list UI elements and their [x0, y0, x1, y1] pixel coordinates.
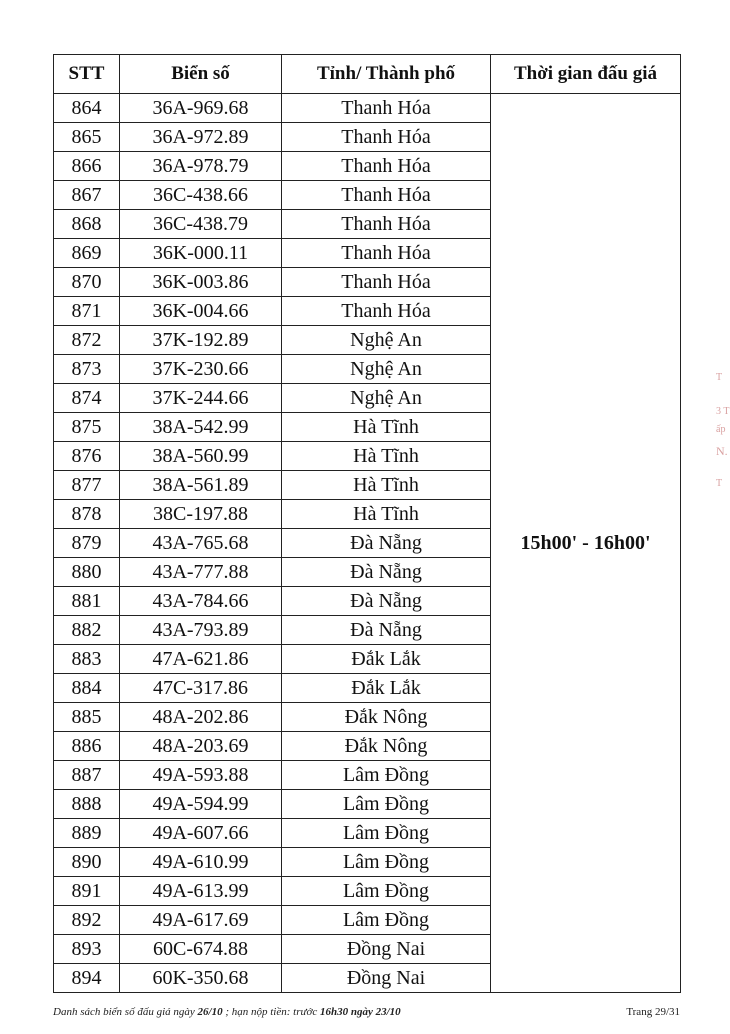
table-row: [54, 94, 681, 123]
cell-stt: 868: [54, 210, 120, 239]
page-number: Trang 29/31: [626, 1006, 680, 1018]
footer-caption: [53, 1006, 401, 1018]
stamp-fragment: T: [716, 478, 723, 489]
cell-plate: 38A-560.99: [120, 442, 282, 471]
cell-stt: 893: [54, 935, 120, 964]
cell-stt: 887: [54, 761, 120, 790]
cell-province: Thanh Hóa: [282, 94, 491, 123]
cell-plate: 36K-004.66: [120, 297, 282, 326]
cell-province: Thanh Hóa: [282, 210, 491, 239]
page-footer: [53, 1006, 680, 1018]
cell-plate: 37K-230.66: [120, 355, 282, 384]
cell-stt: 882: [54, 616, 120, 645]
cell-province: Thanh Hóa: [282, 152, 491, 181]
footer-text-prefix: Danh sách biển số đấu giá ngày: [53, 1006, 198, 1018]
cell-plate: 49A-594.99: [120, 790, 282, 819]
cell-province: Đồng Nai: [282, 964, 491, 993]
cell-stt: 875: [54, 413, 120, 442]
cell-plate: 38C-197.88: [120, 500, 282, 529]
cell-plate: 37K-192.89: [120, 326, 282, 355]
cell-province: Thanh Hóa: [282, 181, 491, 210]
cell-province: Thanh Hóa: [282, 123, 491, 152]
cell-province: Lâm Đồng: [282, 877, 491, 906]
header-time: Thời gian đấu giá: [491, 55, 681, 94]
cell-plate: 36C-438.79: [120, 210, 282, 239]
cell-plate: 36C-438.66: [120, 181, 282, 210]
cell-stt: 888: [54, 790, 120, 819]
cell-province: Hà Tĩnh: [282, 442, 491, 471]
cell-plate: 36A-978.79: [120, 152, 282, 181]
plates-table: [53, 54, 681, 993]
cell-province: Lâm Đồng: [282, 761, 491, 790]
cell-stt: 889: [54, 819, 120, 848]
cell-stt: 867: [54, 181, 120, 210]
cell-plate: 60C-674.88: [120, 935, 282, 964]
cell-plate: 36A-972.89: [120, 123, 282, 152]
cell-plate: 60K-350.68: [120, 964, 282, 993]
cell-stt: 880: [54, 558, 120, 587]
stamp-fragment: N.: [716, 444, 728, 458]
cell-stt: 894: [54, 964, 120, 993]
table-body: [54, 94, 681, 993]
cell-time-slot: 15h00' - 16h00': [491, 94, 681, 993]
cell-stt: 872: [54, 326, 120, 355]
cell-stt: 877: [54, 471, 120, 500]
cell-province: Đà Nẵng: [282, 587, 491, 616]
cell-province: Lâm Đồng: [282, 848, 491, 877]
cell-plate: 49A-607.66: [120, 819, 282, 848]
cell-province: Nghệ An: [282, 326, 491, 355]
cell-province: Lâm Đồng: [282, 906, 491, 935]
header-stt: STT: [54, 55, 120, 94]
cell-stt: 884: [54, 674, 120, 703]
cell-stt: 866: [54, 152, 120, 181]
cell-plate: 37K-244.66: [120, 384, 282, 413]
cell-province: Thanh Hóa: [282, 268, 491, 297]
cell-province: Hà Tĩnh: [282, 413, 491, 442]
cell-province: Nghệ An: [282, 355, 491, 384]
cell-stt: 885: [54, 703, 120, 732]
header-province: Tỉnh/ Thành phố: [282, 55, 491, 94]
cell-plate: 49A-617.69: [120, 906, 282, 935]
cell-stt: 891: [54, 877, 120, 906]
cell-plate: 48A-202.86: [120, 703, 282, 732]
cell-province: Đắk Nông: [282, 732, 491, 761]
cell-plate: 43A-784.66: [120, 587, 282, 616]
cell-stt: 878: [54, 500, 120, 529]
footer-text-middle: ; hạn nộp tiền: trước: [222, 1006, 320, 1018]
cell-plate: 43A-777.88: [120, 558, 282, 587]
cell-plate: 43A-765.68: [120, 529, 282, 558]
table-header-row: [54, 55, 681, 94]
cell-plate: 49A-613.99: [120, 877, 282, 906]
cell-plate: 49A-610.99: [120, 848, 282, 877]
cell-province: Thanh Hóa: [282, 239, 491, 268]
cell-stt: 879: [54, 529, 120, 558]
stamp-fragment: ấp: [716, 424, 726, 435]
footer-auction-date: 26/10: [197, 1006, 223, 1018]
cell-stt: 865: [54, 123, 120, 152]
cell-stt: 871: [54, 297, 120, 326]
cell-plate: 43A-793.89: [120, 616, 282, 645]
cell-stt: 892: [54, 906, 120, 935]
cell-plate: 36K-000.11: [120, 239, 282, 268]
cell-province: Đà Nẵng: [282, 616, 491, 645]
cell-plate: 36A-969.68: [120, 94, 282, 123]
cell-province: Lâm Đồng: [282, 819, 491, 848]
cell-stt: 870: [54, 268, 120, 297]
cell-province: Nghệ An: [282, 384, 491, 413]
cell-province: Hà Tĩnh: [282, 500, 491, 529]
cell-stt: 864: [54, 94, 120, 123]
footer-deadline: 16h30 ngày 23/10: [320, 1006, 401, 1018]
cell-province: Hà Tĩnh: [282, 471, 491, 500]
cell-province: Đắk Lắk: [282, 674, 491, 703]
cell-province: Đắk Lắk: [282, 645, 491, 674]
cell-stt: 876: [54, 442, 120, 471]
cell-plate: 47A-621.86: [120, 645, 282, 674]
cell-stt: 886: [54, 732, 120, 761]
cell-province: Lâm Đồng: [282, 790, 491, 819]
cell-stt: 874: [54, 384, 120, 413]
cell-stt: 873: [54, 355, 120, 384]
cell-province: Đà Nẵng: [282, 529, 491, 558]
cell-plate: 38A-561.89: [120, 471, 282, 500]
cell-plate: 49A-593.88: [120, 761, 282, 790]
cell-stt: 881: [54, 587, 120, 616]
stamp-fragment: T: [716, 372, 723, 383]
cell-province: Đồng Nai: [282, 935, 491, 964]
cell-province: Thanh Hóa: [282, 297, 491, 326]
cell-province: Đà Nẵng: [282, 558, 491, 587]
cell-plate: 36K-003.86: [120, 268, 282, 297]
cell-plate: 38A-542.99: [120, 413, 282, 442]
cell-province: Đắk Nông: [282, 703, 491, 732]
stamp-fragment: 3 T: [716, 406, 730, 417]
header-plate: Biển số: [120, 55, 282, 94]
cell-plate: 47C-317.86: [120, 674, 282, 703]
cell-stt: 883: [54, 645, 120, 674]
cell-stt: 890: [54, 848, 120, 877]
cell-plate: 48A-203.69: [120, 732, 282, 761]
cell-stt: 869: [54, 239, 120, 268]
